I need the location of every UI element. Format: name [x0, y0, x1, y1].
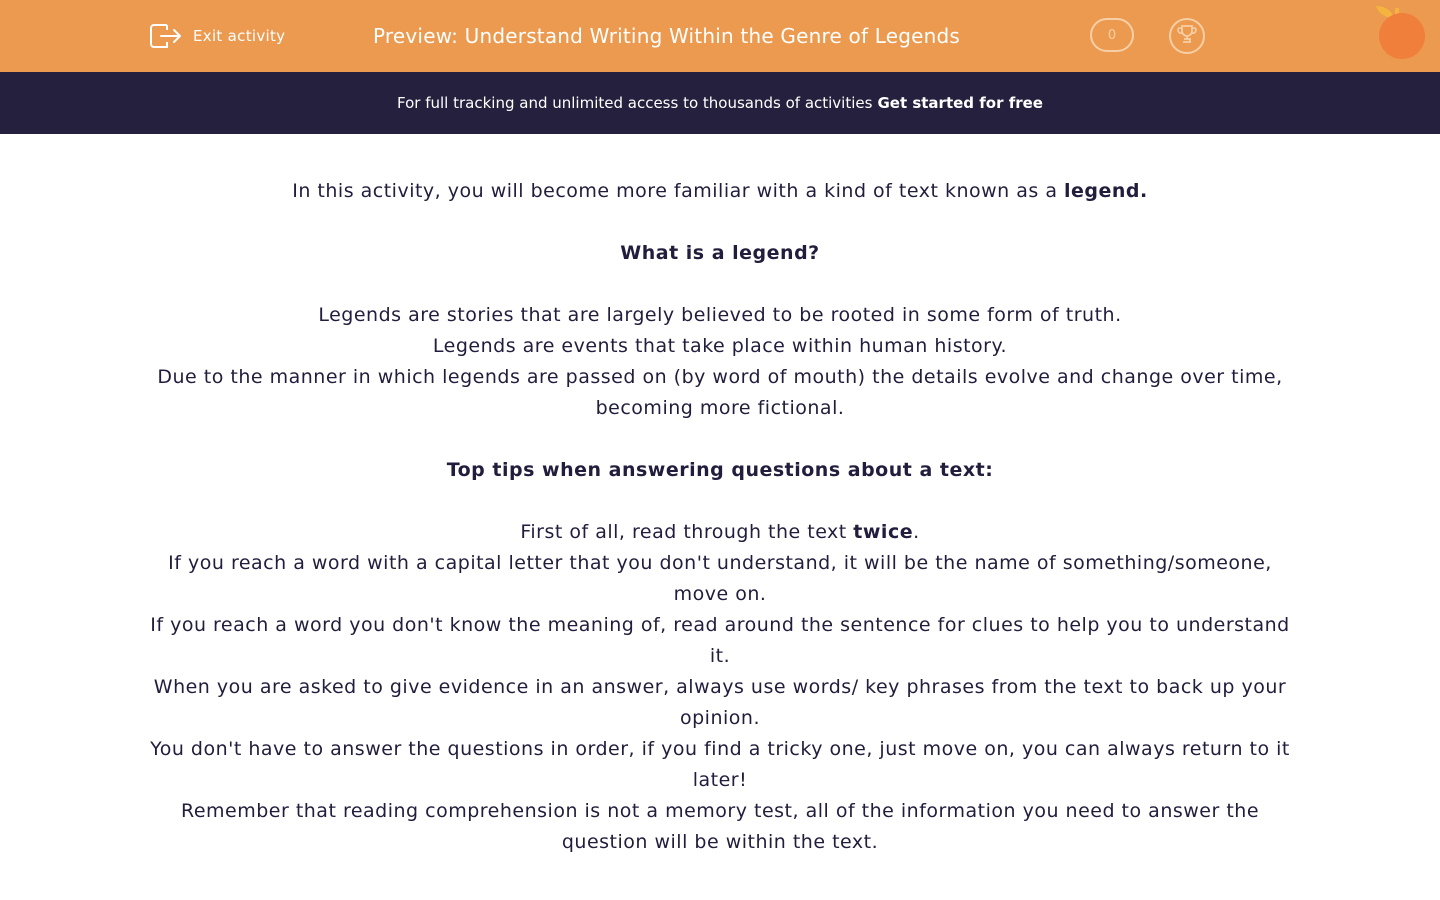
- intro-paragraph: [150, 176, 1290, 207]
- tip-first-end: .: [913, 521, 920, 543]
- get-started-link[interactable]: Get started for free: [877, 94, 1043, 112]
- banner-text: For full tracking and unlimited access to thousands of activities: [397, 94, 873, 112]
- tip-first-text: First of all, read through the text: [520, 521, 847, 543]
- what-heading: What is a legend?: [620, 242, 820, 264]
- legend-line: Legends are events that take place within human history.: [432, 335, 1008, 357]
- tip-line: If you reach a word you don't know the meaning of, read around the sentence for clues to help you to understand it.: [150, 614, 1290, 667]
- exit-activity-label: Exit activity: [193, 27, 286, 45]
- tip-line: If you reach a word with a capital letter that you don't understand, it will be the name of something/someone, move on.: [168, 552, 1272, 605]
- tip-line: Remember that reading comprehension is not a memory test, all of the information you need to answer the question will be within the text.: [180, 800, 1260, 853]
- exit-icon: [149, 21, 183, 51]
- tip-first-bold: twice: [853, 521, 914, 543]
- tip-line: When you are asked to give evidence in an answer, always use words/ key phrases from the text to back up your opinion.: [153, 676, 1287, 729]
- tip-first: [150, 517, 1290, 548]
- intro-text: In this activity, you will become more familiar with a kind of text known as a: [292, 180, 1058, 202]
- legend-line: Legends are stories that are largely believed to be rooted in some form of truth.: [318, 304, 1122, 326]
- legend-line: Due to the manner in which legends are passed on (by word of mouth) the details evolve and change over time, becoming more fictional.: [157, 366, 1283, 419]
- score-badge: 0: [1090, 18, 1134, 52]
- trophy-button[interactable]: [1169, 18, 1205, 54]
- promo-banner: [0, 72, 1440, 134]
- exit-activity-button[interactable]: [149, 20, 285, 52]
- intro-bold-term: legend.: [1064, 180, 1148, 202]
- top-bar: [0, 0, 1440, 72]
- trophy-icon: [1176, 23, 1198, 49]
- tips-heading: Top tips when answering questions about a text:: [446, 459, 994, 481]
- orange-logo[interactable]: [1374, 4, 1430, 62]
- activity-intro: [150, 176, 1290, 858]
- tip-line: You don't have to answer the questions in order, if you find a tricky one, just move on, you can always return to it later!: [150, 738, 1290, 791]
- page-title: Preview: Understand Writing Within the Genre of Legends: [373, 24, 961, 48]
